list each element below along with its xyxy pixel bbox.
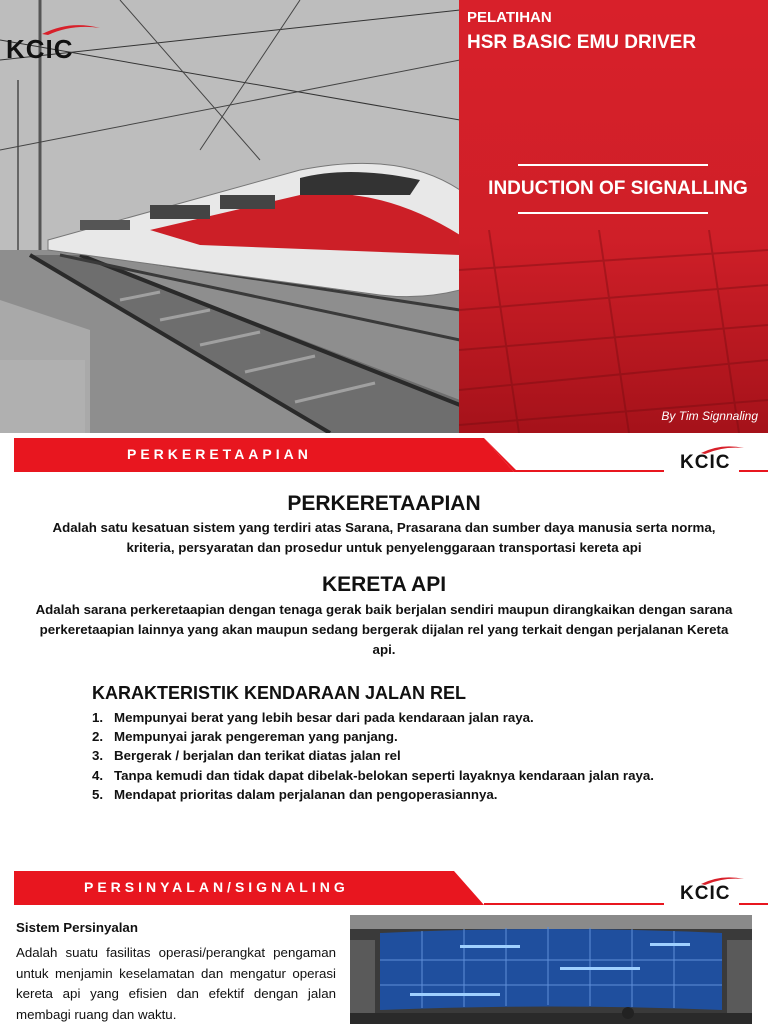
kcic-logo <box>679 875 749 905</box>
logo-text: KCIC <box>6 34 74 64</box>
section-subheading: KERETA API <box>321 573 447 596</box>
control-room-photo <box>350 915 752 1024</box>
list-item: 4. Tanpa kemudi dan tidak dapat dibelak-belokan seperti layaknya kendaraan jalan raya. <box>92 767 654 783</box>
cover-subtitle: PELATIHAN <box>467 9 552 26</box>
kcic-logo <box>4 22 104 62</box>
section-banner-persinyalan <box>14 871 768 905</box>
list-item: 1. Mempunyai berat yang lebih besar dari pada kendaraan jalan raya. <box>92 710 534 725</box>
list-item: 2. Mempunyai jarak pengereman yang panjang. <box>92 729 398 745</box>
cover-section <box>0 0 768 433</box>
train-photo <box>0 0 460 433</box>
subdefinition-text: Adalah sarana perkeretaapian dengan tenaga gerak baik berjalan sendiri maupun dirangkaikan dengan sarana perkeretaapian lainnya yang akan maupun sedang bergerak dijalan rel yang terkait dengan perjalanan Kereta api. <box>35 602 733 657</box>
kcic-logo <box>679 444 749 474</box>
divider <box>518 164 708 166</box>
banner-label: PERKERETAAPIAN <box>127 446 312 462</box>
divider <box>518 212 708 214</box>
signalling-title: Sistem Persinyalan <box>16 920 138 935</box>
characteristics-list <box>92 708 654 804</box>
banner-label: PERSINYALAN/SIGNALING <box>84 879 349 895</box>
cover-topic: INDUCTION OF SIGNALLING <box>488 178 748 199</box>
section-heading: PERKERETAAPIAN <box>287 492 481 515</box>
signalling-text: Adalah suatu fasilitas operasi/perangkat pengaman untuk menjamin keselamatan dan mengatur operasi kereta api yang efisien dan efektif dengan jalan membagi ruang dan waktu. <box>16 945 336 1022</box>
logo-text: KCIC <box>680 452 731 473</box>
characteristics-title: KARAKTERISTIK KENDARAAN JALAN REL <box>92 683 467 703</box>
definition-text: Adalah satu kesatuan sistem yang terdiri atas Sarana, Prasarana dan sumber daya manusia serta norma, kriteria, persyaratan dan prosedur untuk penyelenggaraan transportasi kereta api <box>52 520 716 555</box>
cover-author: By Tim Signnaling <box>661 409 758 423</box>
cover-red-panel <box>459 0 768 433</box>
logo-text: KCIC <box>680 883 731 904</box>
list-item: 5. Mendapat prioritas dalam perjalanan dan pengoperasiannya. <box>92 786 498 802</box>
list-item: 3. Bergerak / berjalan dan terikat diatas jalan rel <box>92 748 401 764</box>
section-banner-perkeretaapian <box>14 438 768 472</box>
cover-title: HSR BASIC EMU DRIVER <box>467 32 697 53</box>
